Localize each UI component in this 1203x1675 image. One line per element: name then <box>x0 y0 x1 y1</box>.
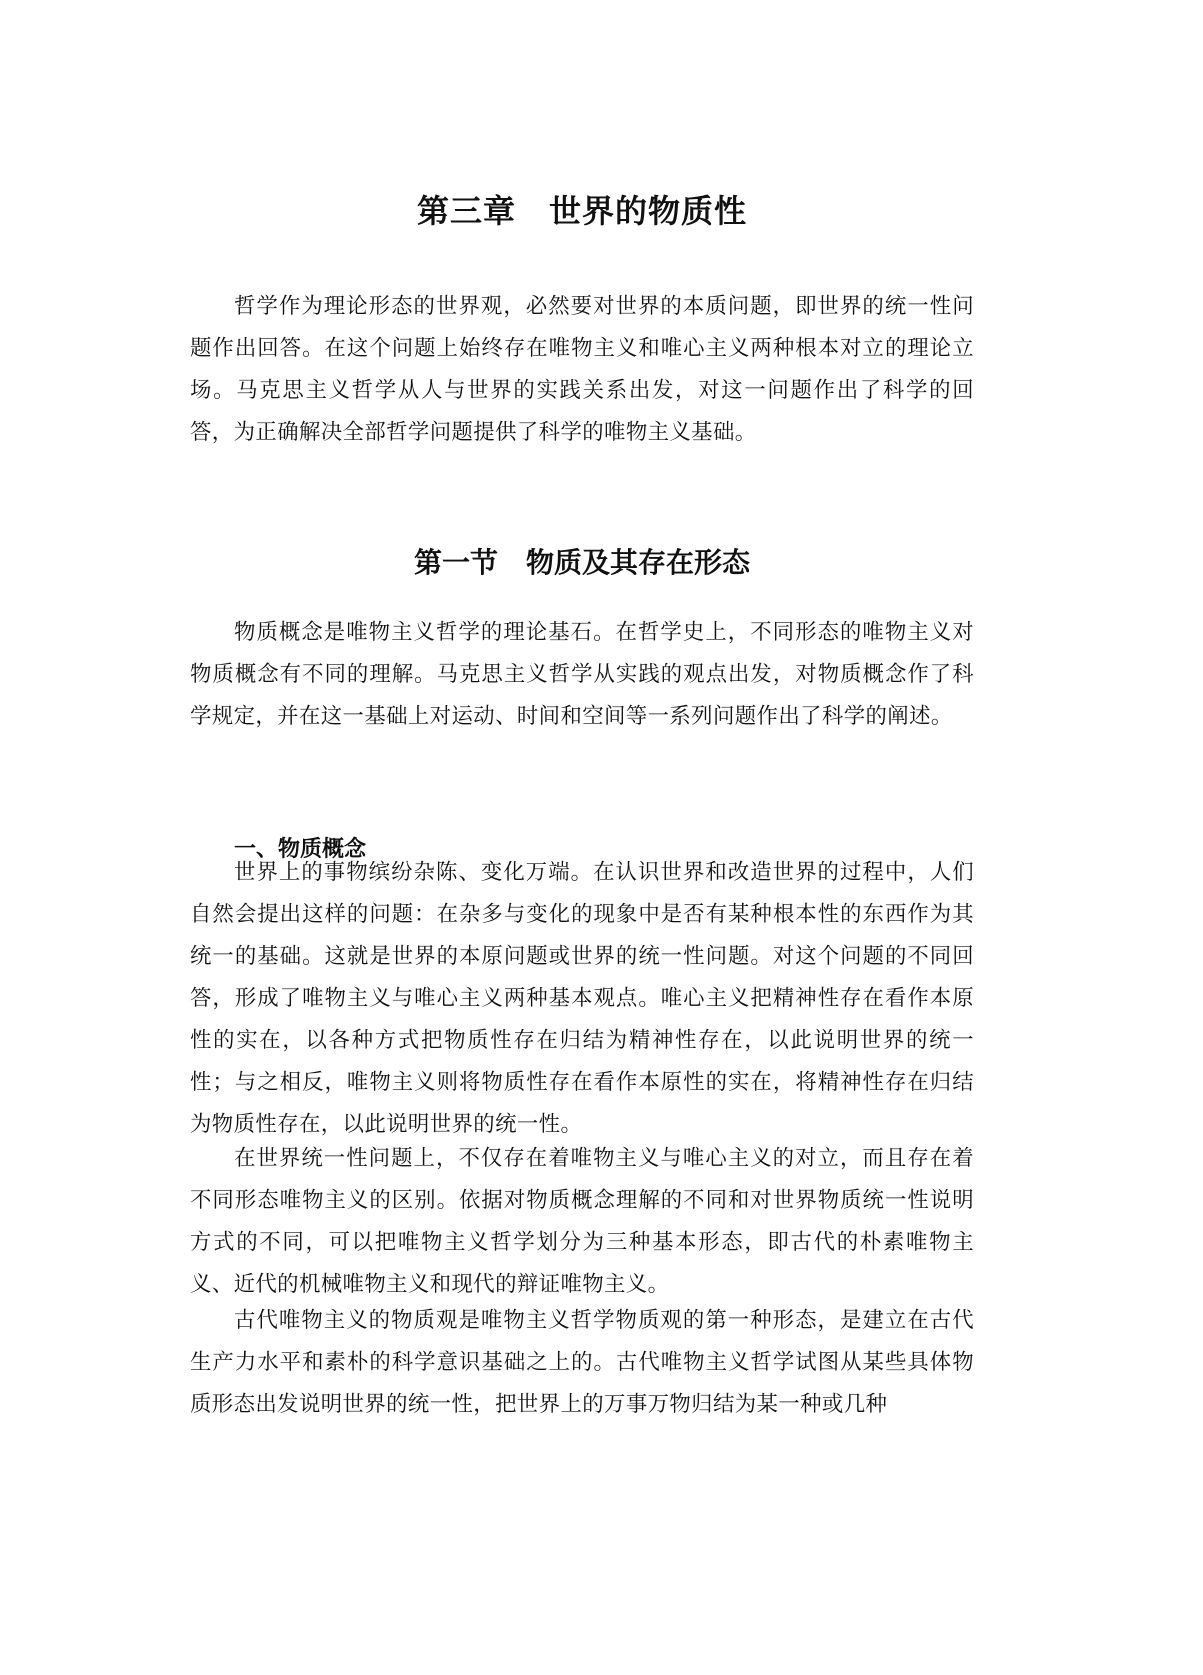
chapter-title: 第三章 世界的物质性 <box>416 192 747 231</box>
subsection-title: 一、物质概念 <box>234 837 367 862</box>
chapter-intro-paragraph: 哲学作为理论形态的世界观，必然要对世界的本质问题，即世界的统一性问题作出回答。在这个问题上始终存在唯物主义和唯心主义两种根本对立的理论立场。马克思主义哲学从人与世界的实践关系出发，对这一问题作出了科学的回答，为正确解决全部哲学问题提供了科学的唯物主义基础。 <box>190 294 974 445</box>
section-title: 第一节 物质及其存在形态 <box>413 546 750 580</box>
subsection-paragraph-3: 古代唯物主义的物质观是唯物主义哲学物质观的第一种形态，是建立在古代生产力水平和素朴的科学意识基础之上的。古代唯物主义哲学试图从某些具体物质形态出发说明世界的统一性，把世界上的万事万物归结为某一种或几种 <box>190 1308 974 1417</box>
subsection-paragraph-1: 世界上的事物缤纷杂陈、变化万端。在认识世界和改造世界的过程中，人们自然会提出这样的问题：在杂多与变化的现象中是否有某种根本性的东西作为其统一的基础。这就是世界的本原问题或世界的统一性问题。对这个问题的不同回答，形成了唯物主义与唯心主义两种基本观点。唯心主义把精神性存在看作本原性的实在，以各种方式把物质性存在归结为精神性存在，以此说明世界的统一性；与之相反，唯物主义则将物质性存在看作本原性的实在，将精神性存在归结为物质性存在，以此说明世界的统一性。 <box>190 860 974 1137</box>
section-intro-paragraph: 物质概念是唯物主义哲学的理论基石。在哲学史上，不同形态的唯物主义对物质概念有不同的理解。马克思主义哲学从实践的观点出发，对物质概念作了科学规定，并在这一基础上对运动、时间和空间等一系列问题作出了科学的阐述。 <box>190 620 974 729</box>
subsection-paragraph-2: 在世界统一性问题上，不仅存在着唯物主义与唯心主义的对立，而且存在着不同形态唯物主义的区别。依据对物质概念理解的不同和对世界物质统一性说明方式的不同，可以把唯物主义哲学划分为三种基本形态，即古代的朴素唯物主义、近代的机械唯物主义和现代的辩证唯物主义。 <box>190 1146 974 1297</box>
